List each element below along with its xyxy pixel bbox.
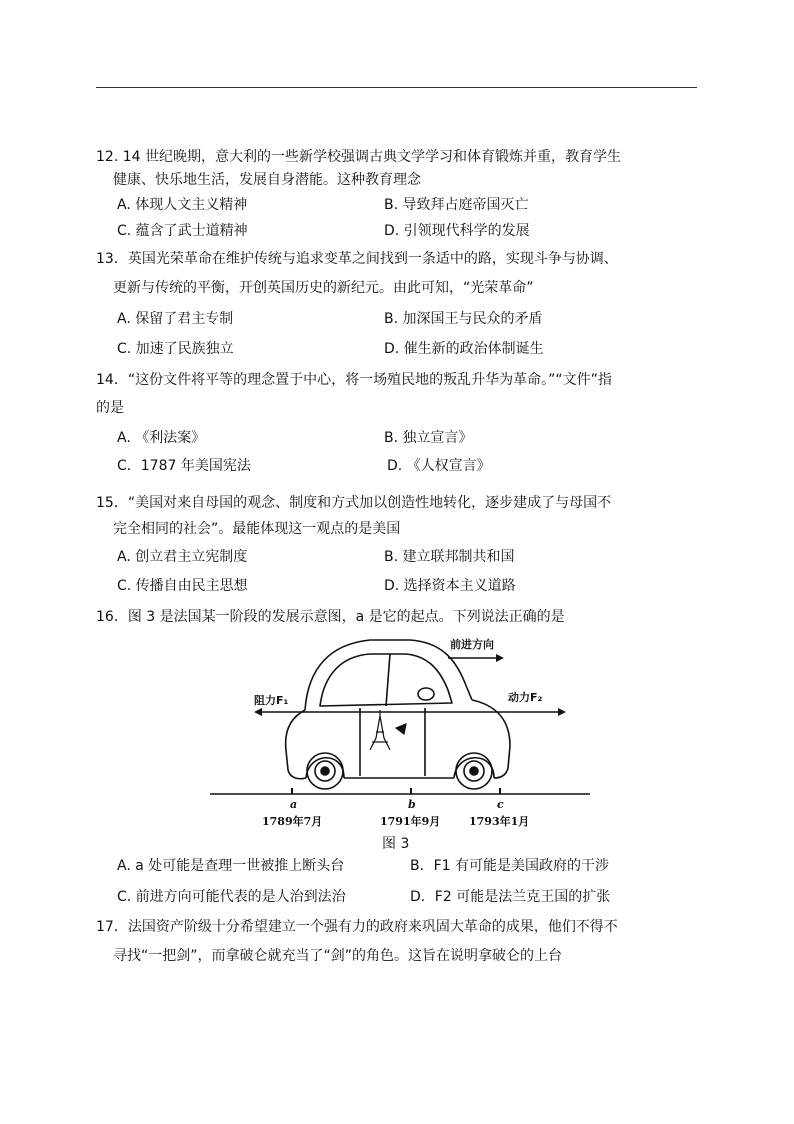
q15-option-b[interactable]: B. 建立联邦制共和国 — [384, 549, 515, 565]
q17-stem-line1: 17．法国资产阶级十分希望建立一个强有力的政府来巩固大革命的成果，他们不得不 — [96, 919, 618, 935]
tick-b-date: 1791年9月 — [380, 815, 441, 828]
q13-stem-line1: 13．英国光荣革命在维护传统与追求变革之间找到一条适中的路，实现斗争与协调、 — [96, 251, 618, 267]
q14-option-b[interactable]: B. 独立宣言》 — [384, 430, 473, 446]
q16-option-d[interactable]: D．F2 可能是法兰克王国的扩张 — [410, 889, 611, 905]
q15-option-c[interactable]: C. 传播自由民主思想 — [117, 578, 248, 594]
q14-option-a[interactable]: A. 《利法案》 — [117, 430, 206, 446]
q12-option-c[interactable]: C. 蕴含了武士道精神 — [117, 223, 248, 239]
f1-arrow-head-icon — [254, 708, 262, 716]
q14-stem-line1: 14．“这份文件将平等的理念置于中心，将一场殖民地的叛乱升华为革命。”“文件”指 — [96, 372, 612, 388]
tick-b-letter: b — [408, 798, 416, 811]
q13-stem-line2: 更新与传统的平衡，开创英国历史的新纪元。由此可知，“光荣革命” — [113, 280, 534, 296]
q17-stem-line2: 寻找“一把剑”，而拿破仑就充当了“剑”的角色。这旨在说明拿破仑的上台 — [113, 948, 563, 964]
figure-3-caption: 图 3 — [382, 836, 410, 852]
q15-option-a[interactable]: A. 创立君主立宪制度 — [117, 549, 248, 565]
q14-option-c[interactable]: C．1787 年美国宪法 — [117, 458, 251, 474]
q15-option-d[interactable]: D. 选择资本主义道路 — [384, 578, 516, 594]
tick-a-date: 1789年7月 — [262, 815, 323, 828]
header-rule — [96, 87, 697, 88]
q16-option-a[interactable]: A. a 处可能是查理一世被推上断头台 — [117, 858, 345, 874]
q12-stem-line1: 12. 14 世纪晚期，意大利的一些新学校强调古典文学学习和体育锻炼并重，教育学生 — [96, 149, 621, 165]
forward-direction-label: 前进方向 — [450, 638, 494, 651]
q15-stem-line2: 完全相同的社会”。最能体现这一观点的是美国 — [113, 521, 401, 537]
tick-c-letter: c — [497, 798, 504, 811]
q12-option-a[interactable]: A. 体现人文主义精神 — [117, 197, 248, 213]
q13-option-b[interactable]: B. 加深国王与民众的矛盾 — [384, 311, 543, 327]
forward-arrow-head-icon — [496, 654, 504, 662]
tick-c-date: 1793年1月 — [469, 815, 530, 828]
f1-label: 阻力F₁ — [254, 694, 289, 707]
q12-stem-line2: 健康、快乐地生活，发展自身潜能。这种教育理念 — [113, 172, 421, 188]
q12-option-b[interactable]: B. 导致拜占庭帝国灭亡 — [384, 197, 529, 213]
q13-option-d[interactable]: D. 催生新的政治体制诞生 — [384, 341, 544, 357]
q12-option-d[interactable]: D. 引领现代科学的发展 — [384, 223, 530, 239]
q13-option-a[interactable]: A. 保留了君主专制 — [117, 311, 234, 327]
q13-option-c[interactable]: C. 加速了民族独立 — [117, 341, 234, 357]
q14-option-d[interactable]: D. 《人权宣言》 — [387, 458, 491, 474]
q16-stem-line1: 16．图 3 是法国某一阶段的发展示意图，a 是它的起点。下列说法正确的是 — [96, 609, 565, 625]
car-icon — [286, 640, 510, 779]
f2-label: 动力F₂ — [508, 691, 543, 704]
q14-stem-line2: 的是 — [96, 400, 124, 416]
eiffel-tower-icon — [370, 710, 406, 750]
q15-stem-line1: 15．“美国对来自母国的观念、制度和方式加以创造性地转化，逐步建成了与母国不 — [96, 495, 612, 511]
tick-a-letter: a — [290, 798, 298, 811]
q16-option-c[interactable]: C. 前进方向可能代表的是人治到法治 — [117, 889, 346, 905]
figure-3-car-diagram — [210, 628, 590, 833]
q16-option-b[interactable]: B．F1 有可能是美国政府的干涉 — [410, 858, 610, 874]
f2-arrow-head-icon — [558, 708, 566, 716]
